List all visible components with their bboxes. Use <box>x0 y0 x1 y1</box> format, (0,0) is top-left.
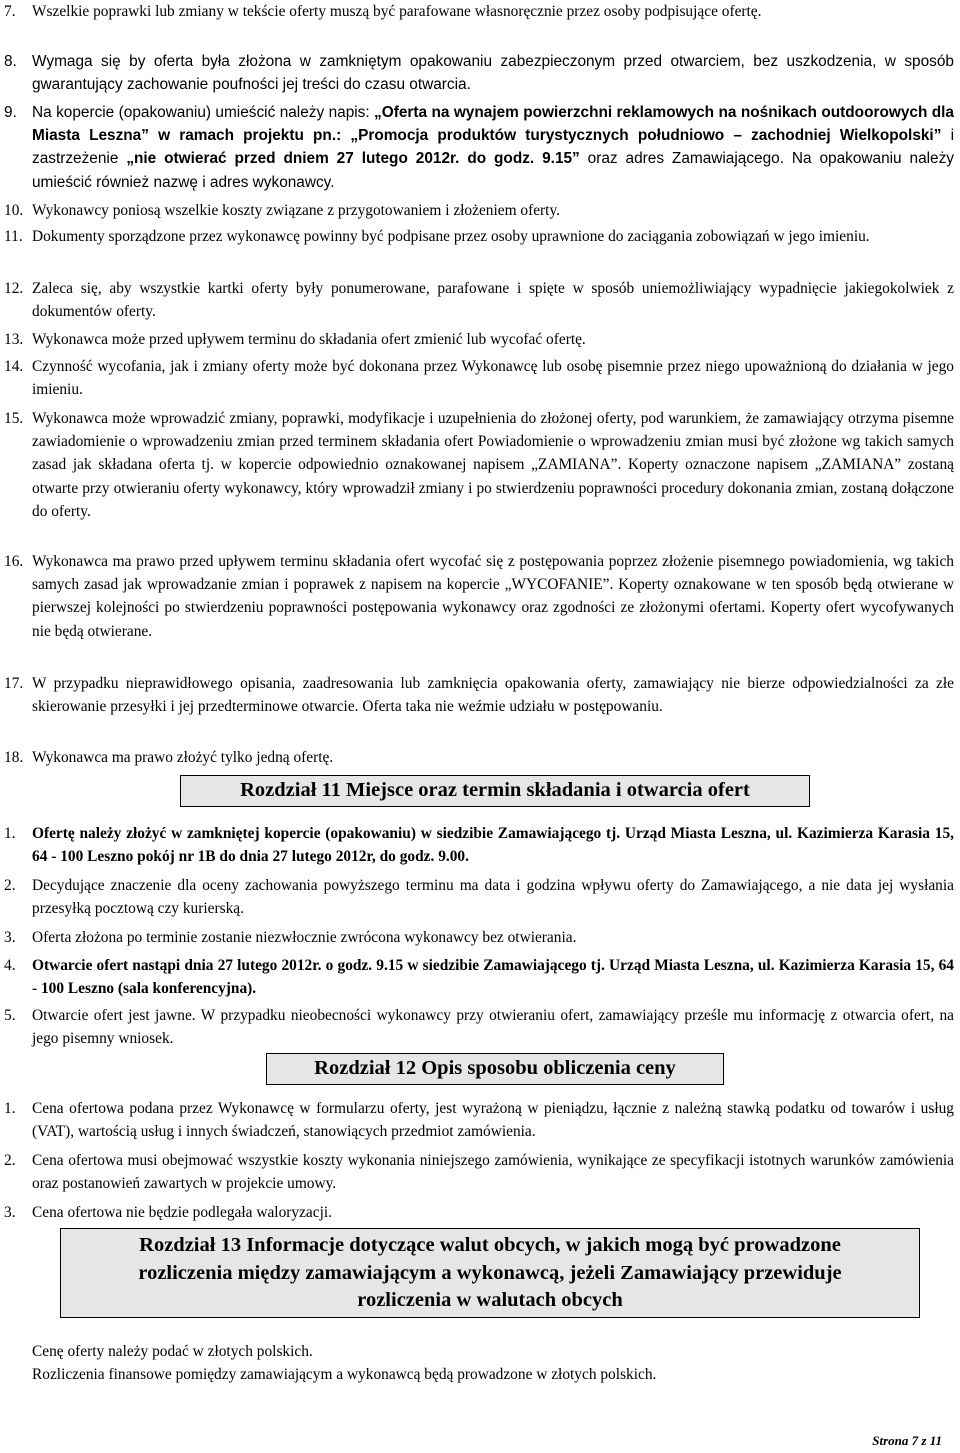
ch11-item-2: 2. Decydujące znaczenie dla oceny zachowania powyższego terminu ma data i godzina wpływu oferty do Zamawiającego, a nie data jej wysłania przesyłką pocztową czy kurierską. <box>4 877 954 918</box>
chapter-13-heading <box>60 1228 920 1318</box>
ch11-item-1: 1. Ofertę należy złożyć w zamkniętej kopercie (opakowaniu) w siedzibie Zamawiającego tj. Urząd Miasta Leszna, ul. Kazimierza Karasia 15, 64 - 100 Leszno pokój nr 1B do dnia 27 lutego 2012r, do godz. 9.00. <box>4 825 954 866</box>
ch13-paragraph-2: Rozliczenia finansowe pomiędzy zamawiającym a wykonawcą będą prowadzone w złotych polskich. <box>32 1366 657 1383</box>
ch13-paragraph-1: Cenę oferty należy podać w złotych polskich. <box>32 1343 313 1360</box>
chapter-11-heading: Rozdział 11 Miejsce oraz termin składania i otwarcia ofert <box>180 775 810 807</box>
list-item-12: 12. Zaleca się, aby wszystkie kartki oferty były ponumerowane, parafowane i spięte w sposób uniemożliwiający wypadnięcie jakiegokolwiek z dokumentów oferty. <box>4 280 954 321</box>
list-item-14: 14. Czynność wycofania, jak i zmiany oferty może być dokonana przez Wykonawcę lub osobę pisemnie przez niego upoważnioną do działania w jego imieniu. <box>4 358 954 399</box>
list-item-8: 8. Wymaga się by oferta była złożona w zamkniętym opakowaniu zabezpieczonym przed otwarciem, bez uszkodzenia, w sposób gwarantujący zachowanie poufności jej treści do czasu otwarcia. <box>4 53 954 94</box>
ch11-item-4: 4. Otwarcie ofert nastąpi dnia 27 lutego 2012r. o godz. 9.15 w siedzibie Zamawiającego tj. Urząd Miasta Leszna, ul. Kazimierza Karasia 15, 64 - 100 Leszno (sala konferencyjna). <box>4 957 954 998</box>
ch12-item-1: 1. Cena ofertowa podana przez Wykonawcę w formularzu oferty, jest wyrażoną w pieniądzu, łącznie z należną stawką podatku od towarów i usług (VAT), wartością usług i innych świadczeń, stanowiących przedmiot zamówienia. <box>4 1100 954 1141</box>
list-item-9: 9. Na kopercie (opakowaniu) umieścić należy napis: „Oferta na wynajem powierzchni reklamowych na nośnikach outdoorowych dla Miasta Leszna” w ramach projektu pn.: „Promocja produktów turystycznych południowo – zachodniej Wielkopolski” i zastrzeżenie „nie otwierać przed dniem 27 lutego 2012r. do godz. 9.15” oraz adres Zamawiającego. Na opakowaniu należy umieścić również nazwę i adres wykonawcy. <box>4 104 954 191</box>
list-item-17: 17. W przypadku nieprawidłowego opisania, zaadresowania lub zamknięcia opakowania oferty, zamawiający nie bierze odpowiedzialności za złe skierowanie przesyłki i jej przedterminowe otwarcie. Oferta taka nie weźmie udziału w postępowaniu. <box>4 675 954 716</box>
list-item-10: 10. Wykonawcy poniosą wszelkie koszty związane z przygotowaniem i złożeniem oferty. <box>4 202 560 219</box>
chapter-13-title-line-1: Rozdział 13 Informacje dotyczące walut obcych, w jakich mogą być prowadzone <box>139 1234 841 1256</box>
page-number: Strona 7 z 11 <box>872 1433 942 1448</box>
list-item-7: 7. Wszelkie poprawki lub zmiany w tekście oferty muszą być parafowane własnoręcznie przez osoby podpisujące ofertę. <box>4 3 762 20</box>
chapter-13-title-line-2: rozliczenia między zamawiającym a wykonawcą, jeżeli Zamawiający przewiduje <box>138 1261 842 1284</box>
list-item-16: 16. Wykonawca ma prawo przed upływem terminu składania ofert wycofać się z postępowania poprzez złożenie pisemnego powiadomienia, wg takich samych zasad jak wprowadzanie zmian i poprawek z napisem na kopercie „WYCOFANIE”. Koperty oznakowane w ten sposób będą otwierane w pierwszej kolejności po stwierdzeniu poprawności postępowania wykonawcy oraz zgodności ze złożonymi ofertami. Koperty ofert wycofywanych nie będą otwierane. <box>4 553 954 640</box>
list-item-13: 13. Wykonawca może przed upływem terminu do składania ofert zmienić lub wycofać ofertę. <box>4 331 586 348</box>
list-item-11: 11. Dokumenty sporządzone przez wykonawcę powinny być podpisane przez osoby uprawnione do zaciągania zobowiązań w jego imieniu. <box>4 228 870 245</box>
ch11-item-5: 5. Otwarcie ofert jest jawne. W przypadku nieobecności wykonawcy przy otwieraniu ofert, zamawiający prześle mu informację z otwarcia ofert, na jego pisemny wniosek. <box>4 1007 954 1048</box>
list-item-18: 18. Wykonawca ma prawo złożyć tylko jedną ofertę. <box>4 749 334 766</box>
ch12-item-3: 3. Cena ofertowa nie będzie podlegała waloryzacji. <box>4 1204 332 1221</box>
ch12-item-2: 2. Cena ofertowa musi obejmować wszystkie koszty wykonania niniejszego zamówienia, wynikające ze specyfikacji istotnych warunków zamówienia oraz postanowień zawartych w projekcie umowy. <box>4 1152 954 1193</box>
list-item-15: 15. Wykonawca może wprowadzić zmiany, poprawki, modyfikacje i uzupełnienia do złożonej oferty, pod warunkiem, że zamawiający otrzyma pisemne zawiadomienie o wprowadzeniu zmian przed terminem składania ofert Powiadomienie o wprowadzeniu zmian musi być złożone wg takich samych zasad jak składana oferta tj. w kopercie odpowiednio oznakowanej napisem „ZAMIANA”. Koperty oznaczone napisem „ZAMIANA” zostaną otwarte przy otwieraniu oferty wykonawcy, który wprowadził zmiany i po stwierdzeniu poprawności procedury dokonania zmian, zostaną dołączone do oferty. <box>4 410 954 520</box>
ch11-item-3: 3. Oferta złożona po terminie zostanie niezwłocznie zwrócona wykonawcy bez otwierania. <box>4 929 577 946</box>
chapter-13-title-line-3: rozliczenia w walutach obcych <box>357 1289 623 1311</box>
chapter-12-heading: Rozdział 12 Opis sposobu obliczenia ceny <box>266 1053 724 1085</box>
